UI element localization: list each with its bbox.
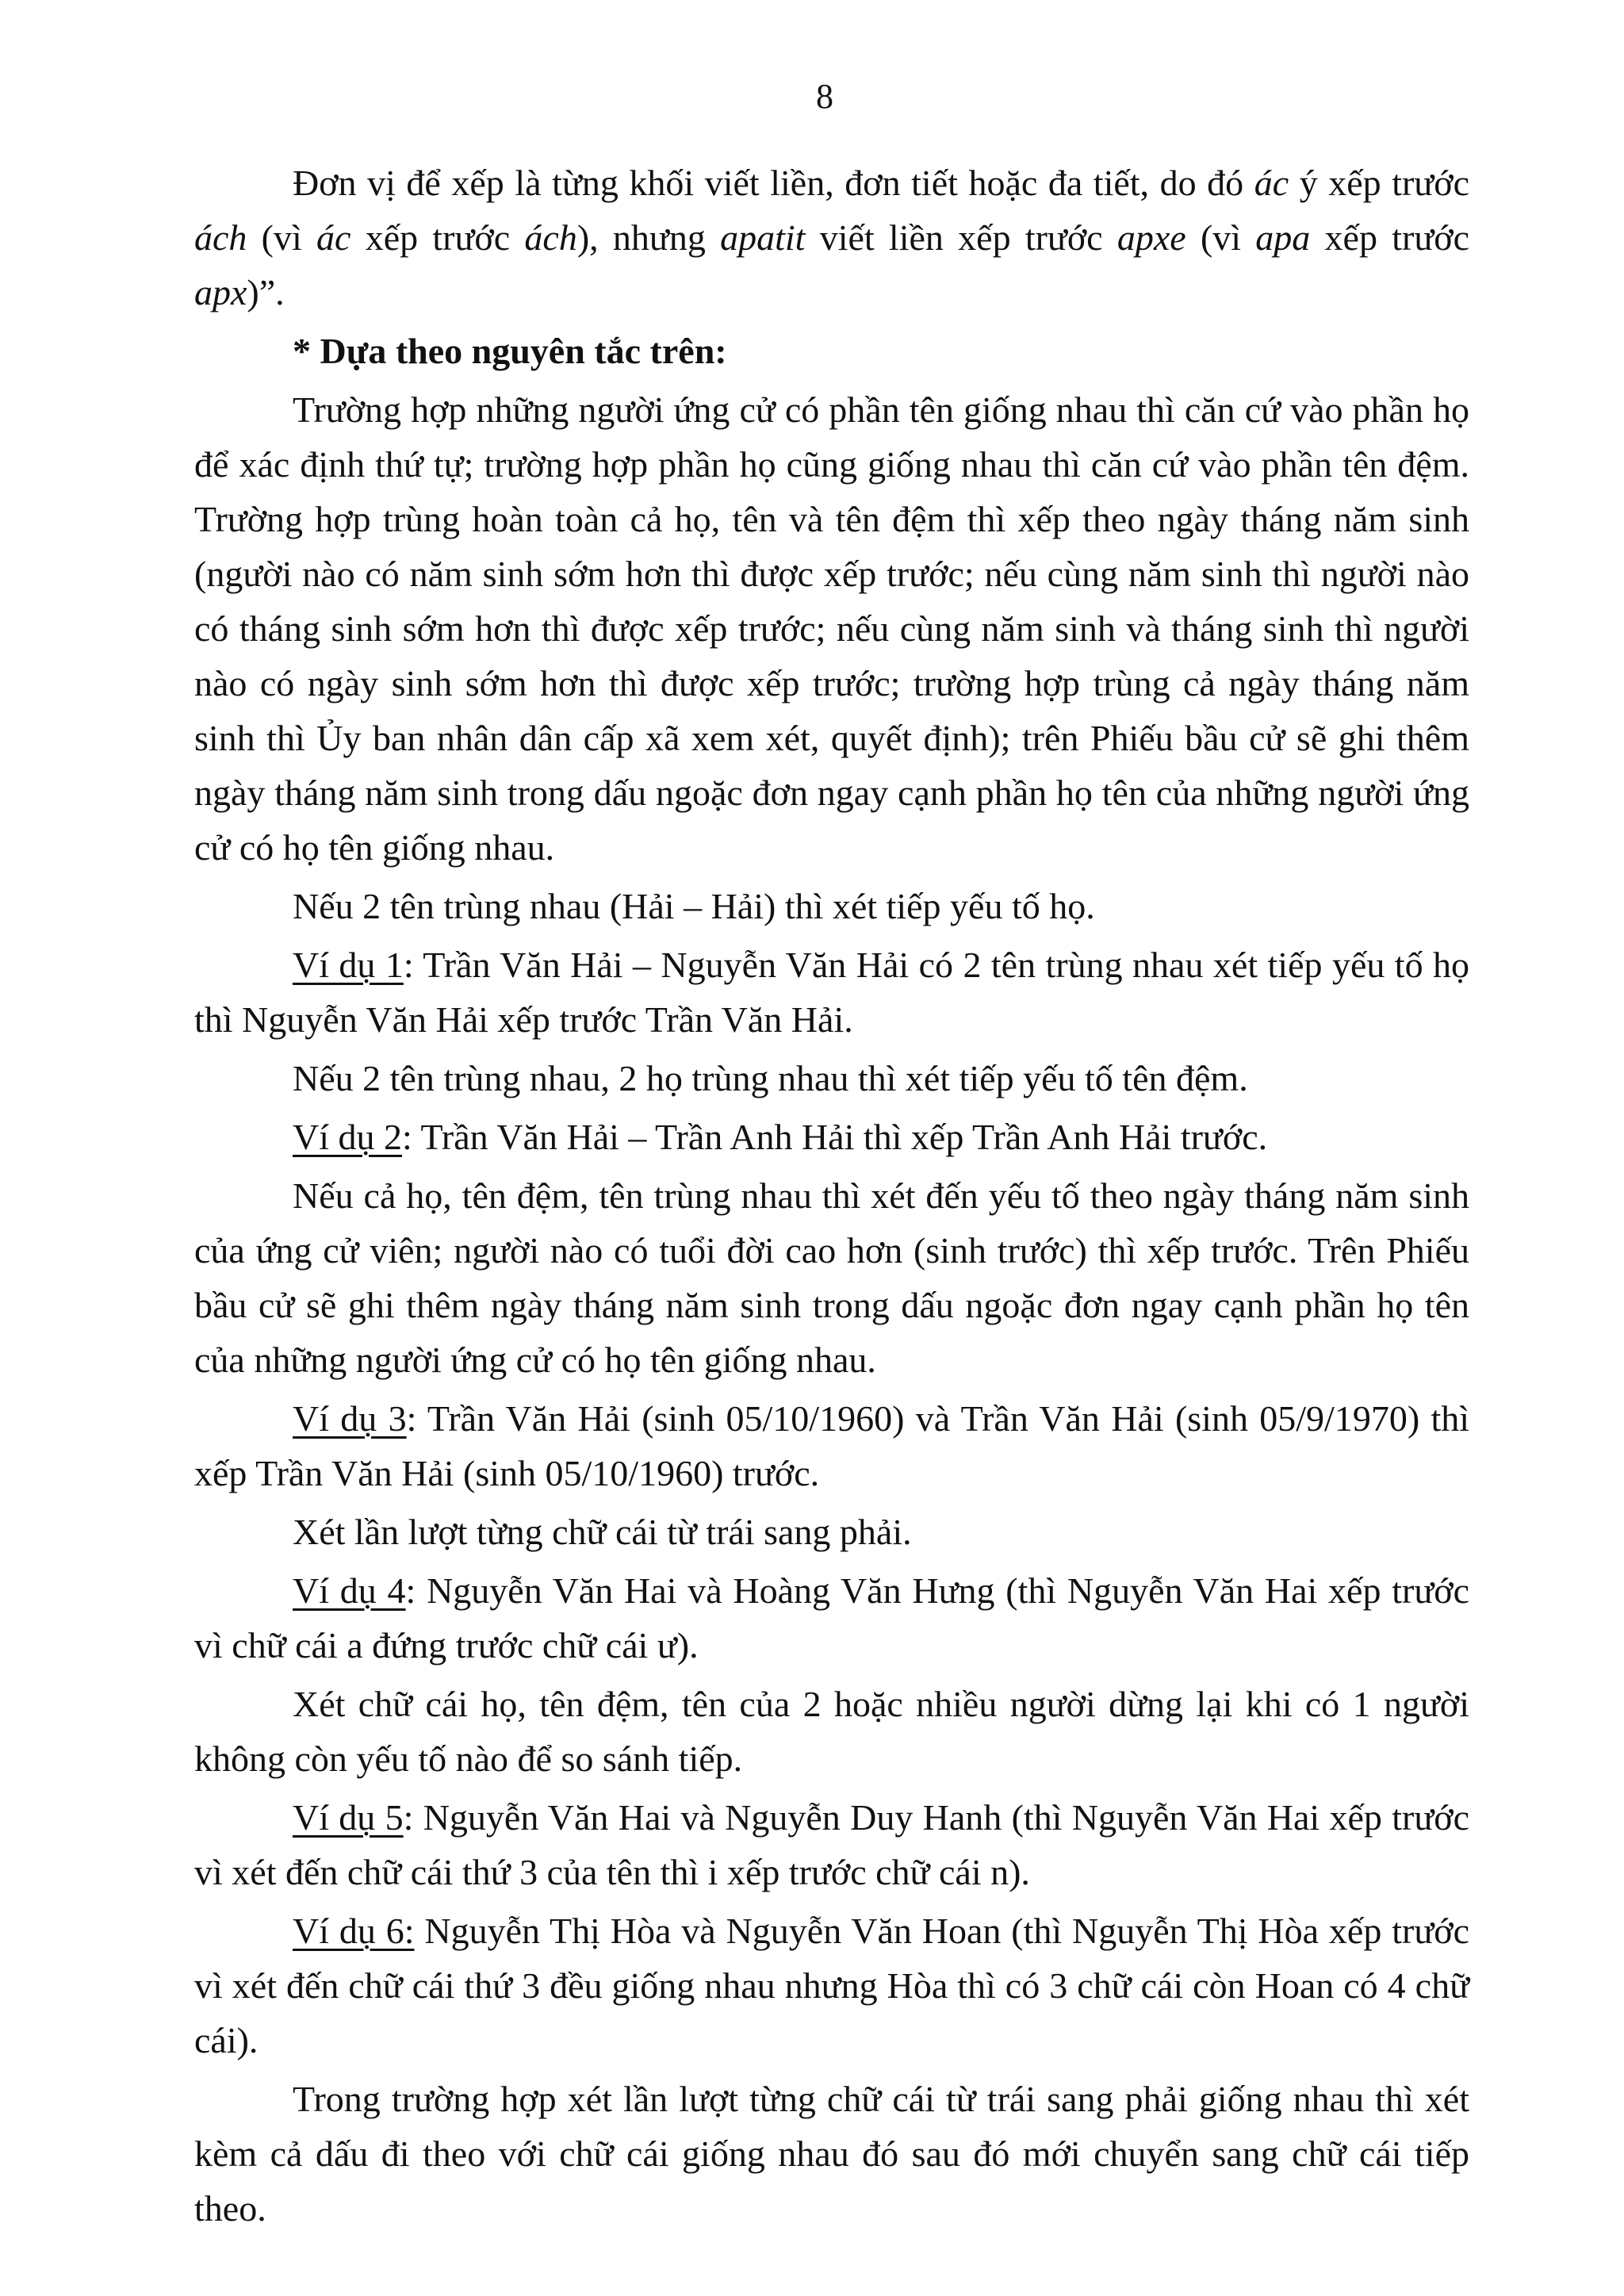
text-run: )”. [247,272,285,312]
paragraph [194,1110,1469,1164]
paragraph [194,1903,1469,2068]
text-run: : Trần Văn Hải (sinh 05/10/1960) và Trần Văn Hải (sinh 05/9/1970) thì xếp Trần Văn Hải (sinh 05/10/1960) trước. [194,1398,1469,1493]
italic-term: ách [524,217,577,258]
text-run: : Nguyễn Văn Hai và Nguyễn Duy Hanh (thì Nguyễn Văn Hai xếp trước vì xét đến chữ cái thứ 3 của tên thì i xếp trước chữ cái n). [194,1797,1470,1892]
bold-text: * Dựa theo nguyên tắc trên: [293,331,727,371]
paragraph [194,879,1469,933]
section-heading [194,324,1469,378]
page-number: 8 [816,77,833,116]
text-run: ý xếp trước [1289,163,1469,203]
paragraph [194,937,1469,1047]
italic-term: ác [316,217,351,258]
paragraph [194,155,1469,320]
italic-term: apa [1255,217,1311,258]
text-run: : Trần Văn Hải – Nguyễn Văn Hải có 2 tên trùng nhau xét tiếp yếu tố họ thì Nguyễn Văn Hải xếp trước Trần Văn Hải. [194,945,1470,1040]
example-label: Ví dụ 1 [293,945,404,985]
document-body [194,155,1469,2240]
paragraph [194,1677,1469,1786]
text-run: Nếu 2 tên trùng nhau, 2 họ trùng nhau thì xét tiếp yếu tố tên đệm. [293,1058,1248,1098]
paragraph [194,382,1469,875]
italic-term: ách [194,217,247,258]
italic-term: apatit [720,217,806,258]
text-run: Trường hợp những người ứng cử có phần tên giống nhau thì căn cứ vào phần họ để xác định thứ tự; trường hợp phần họ cũng giống nhau thì căn cứ vào phần tên đệm. Trường hợp trùng hoàn toàn cả họ, tên và tên đệm thì xếp theo ngày tháng năm sinh (người nào có năm sinh sớm hơn thì được xếp trước; nếu cùng năm sinh thì người nào có tháng sinh sớm hơn thì được xếp trước; nếu cùng năm sinh và tháng sinh thì người nào có ngày sinh sớm hơn thì được xếp trước; trường hợp trùng cả ngày tháng năm sinh thì Ủy ban nhân dân cấp xã xem xét, quyết định); trên Phiếu bầu cử sẽ ghi thêm ngày tháng năm sinh trong dấu ngoặc đơn ngay cạnh phần họ tên của những người ứng cử có họ tên giống nhau. [194,389,1469,868]
example-label: Ví dụ 6: [293,1911,415,1951]
paragraph [194,1051,1469,1106]
text-run: Nếu 2 tên trùng nhau (Hải – Hải) thì xét tiếp yếu tố họ. [293,886,1095,926]
text-run: : Nguyễn Văn Hai và Hoàng Văn Hưng (thì Nguyễn Văn Hai xếp trước vì chữ cái a đứng trước chữ cái ư). [194,1570,1470,1665]
example-label: Ví dụ 2 [293,1117,402,1157]
paragraph [194,1563,1469,1673]
text-run: Đơn vị để xếp là từng khối viết liền, đơn tiết hoặc đa tiết, do đó [293,163,1254,203]
text-run: (vì [247,217,317,258]
text-run: Nguyễn Thị Hòa và Nguyễn Văn Hoan (thì Nguyễn Thị Hòa xếp trước vì xét đến chữ cái thứ 3 đều giống nhau nhưng Hòa thì có 3 chữ cái còn Hoan có 4 chữ cái). [194,1911,1469,2060]
text-run: xếp trước [350,217,525,258]
text-run: Trong trường hợp xét lần lượt từng chữ cái từ trái sang phải giống nhau thì xét kèm cả dấu đi theo với chữ cái giống nhau đó sau đó mới chuyển sang chữ cái tiếp theo. [194,2079,1469,2229]
italic-term: apxe [1116,217,1186,258]
paragraph [194,1168,1469,1387]
paragraph [194,1504,1469,1559]
text-run: Nếu cả họ, tên đệm, tên trùng nhau thì xét đến yếu tố theo ngày tháng năm sinh của ứng cử viên; người nào có tuổi đời cao hơn (sinh trước) thì xếp trước. Trên Phiếu bầu cử sẽ ghi thêm ngày tháng năm sinh trong dấu ngoặc đơn ngay cạnh phần họ tên của những người ứng cử có họ tên giống nhau. [194,1175,1469,1380]
text-run: Xét chữ cái họ, tên đệm, tên của 2 hoặc nhiều người dừng lại khi có 1 người không còn yếu tố nào để so sánh tiếp. [194,1684,1469,1779]
text-run: ), nhưng [576,217,721,258]
example-label: Ví dụ 3 [293,1398,407,1439]
example-label: Ví dụ 4 [293,1570,406,1611]
italic-term: ác [1254,163,1289,203]
paragraph [194,2072,1469,2236]
italic-term: apx [194,272,247,312]
paragraph [194,1790,1469,1899]
text-run: viết liền xếp trước [805,217,1117,258]
text-run: (vì [1185,217,1256,258]
text-run: : Trần Văn Hải – Trần Anh Hải thì xếp Trần Anh Hải trước. [402,1117,1268,1157]
example-label: Ví dụ 5 [293,1797,404,1838]
text-run: xếp trước [1310,217,1469,258]
text-run: Xét lần lượt từng chữ cái từ trái sang phải. [293,1512,912,1552]
paragraph [194,1391,1469,1501]
